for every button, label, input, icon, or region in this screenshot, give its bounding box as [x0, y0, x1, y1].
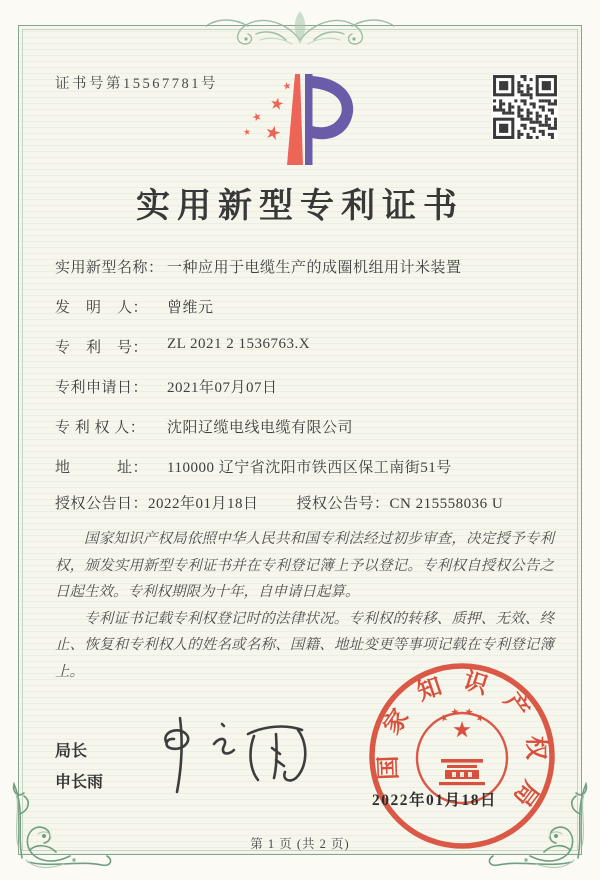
grant-date	[55, 492, 259, 513]
grant-date-value: 2022年01月18日	[148, 496, 259, 512]
cnipa-logo-icon	[235, 70, 365, 175]
grant-number-value: CN 215558036 U	[389, 496, 504, 512]
legal-paragraph-1: 国家知识产权局依照中华人民共和国专利法经过初步审查，决定授予专利权，颁发实用新型专利证书并在专利登记簿上予以登记。专利权自授权公告之日起生效。专利权期限为十年，自申请日起算。	[55, 531, 554, 601]
field-value: ZL 2021 2 1536763.X	[167, 336, 311, 352]
field-list	[55, 256, 560, 496]
field-row-utility-model-name	[55, 256, 560, 296]
field-label: 专 利 号：	[55, 340, 149, 356]
field-row-address	[55, 456, 560, 496]
legal-paragraph-2: 专利证书记载专利权登记时的法律状况。专利权的转移、质押、无效、终止、恢复和专利权人的姓名或名称、国籍、地址变更等事项记载在专利登记簿上。	[55, 610, 554, 680]
field-value: 2021年07月07日	[167, 380, 278, 396]
page-number: 第 1 页 (共 2 页)	[250, 837, 350, 851]
field-label: 专利申请日：	[55, 380, 149, 396]
director-block	[55, 736, 103, 798]
field-label: 专 利 权 人：	[55, 420, 146, 436]
official-seal	[362, 656, 562, 861]
field-value: 曾维元	[167, 300, 214, 316]
grant-date-label: 授权公告日：	[55, 496, 149, 512]
field-row-inventor	[55, 296, 560, 336]
grant-number	[297, 492, 504, 513]
field-value: 一种应用于电缆生产的成圈机组用计米装置	[167, 260, 462, 276]
certificate-title: 实用新型专利证书	[136, 188, 464, 225]
seal-text: 国家知识产权局	[375, 667, 549, 825]
field-value: 沈阳辽缆电线电缆有限公司	[167, 420, 354, 436]
field-value: 110000 辽宁省沈阳市铁西区保工南街51号	[167, 460, 452, 476]
field-row-patentee	[55, 416, 560, 456]
field-label: 地 址：	[55, 460, 149, 476]
qr-code	[492, 74, 558, 140]
field-row-filing-date	[55, 376, 560, 416]
field-label: 发 明 人：	[55, 300, 149, 316]
director-name: 申长雨	[55, 774, 104, 792]
grant-row	[55, 492, 560, 513]
grant-seal-date: 2022年01月18日	[372, 792, 498, 809]
field-label: 实用新型名称：	[55, 260, 164, 276]
field-row-patent-number	[55, 336, 560, 376]
certificate-number: 证书号第15567781号	[55, 76, 218, 92]
director-signature-icon	[136, 712, 336, 807]
director-title: 局长	[55, 743, 88, 760]
grant-number-label: 授权公告号：	[296, 496, 390, 512]
